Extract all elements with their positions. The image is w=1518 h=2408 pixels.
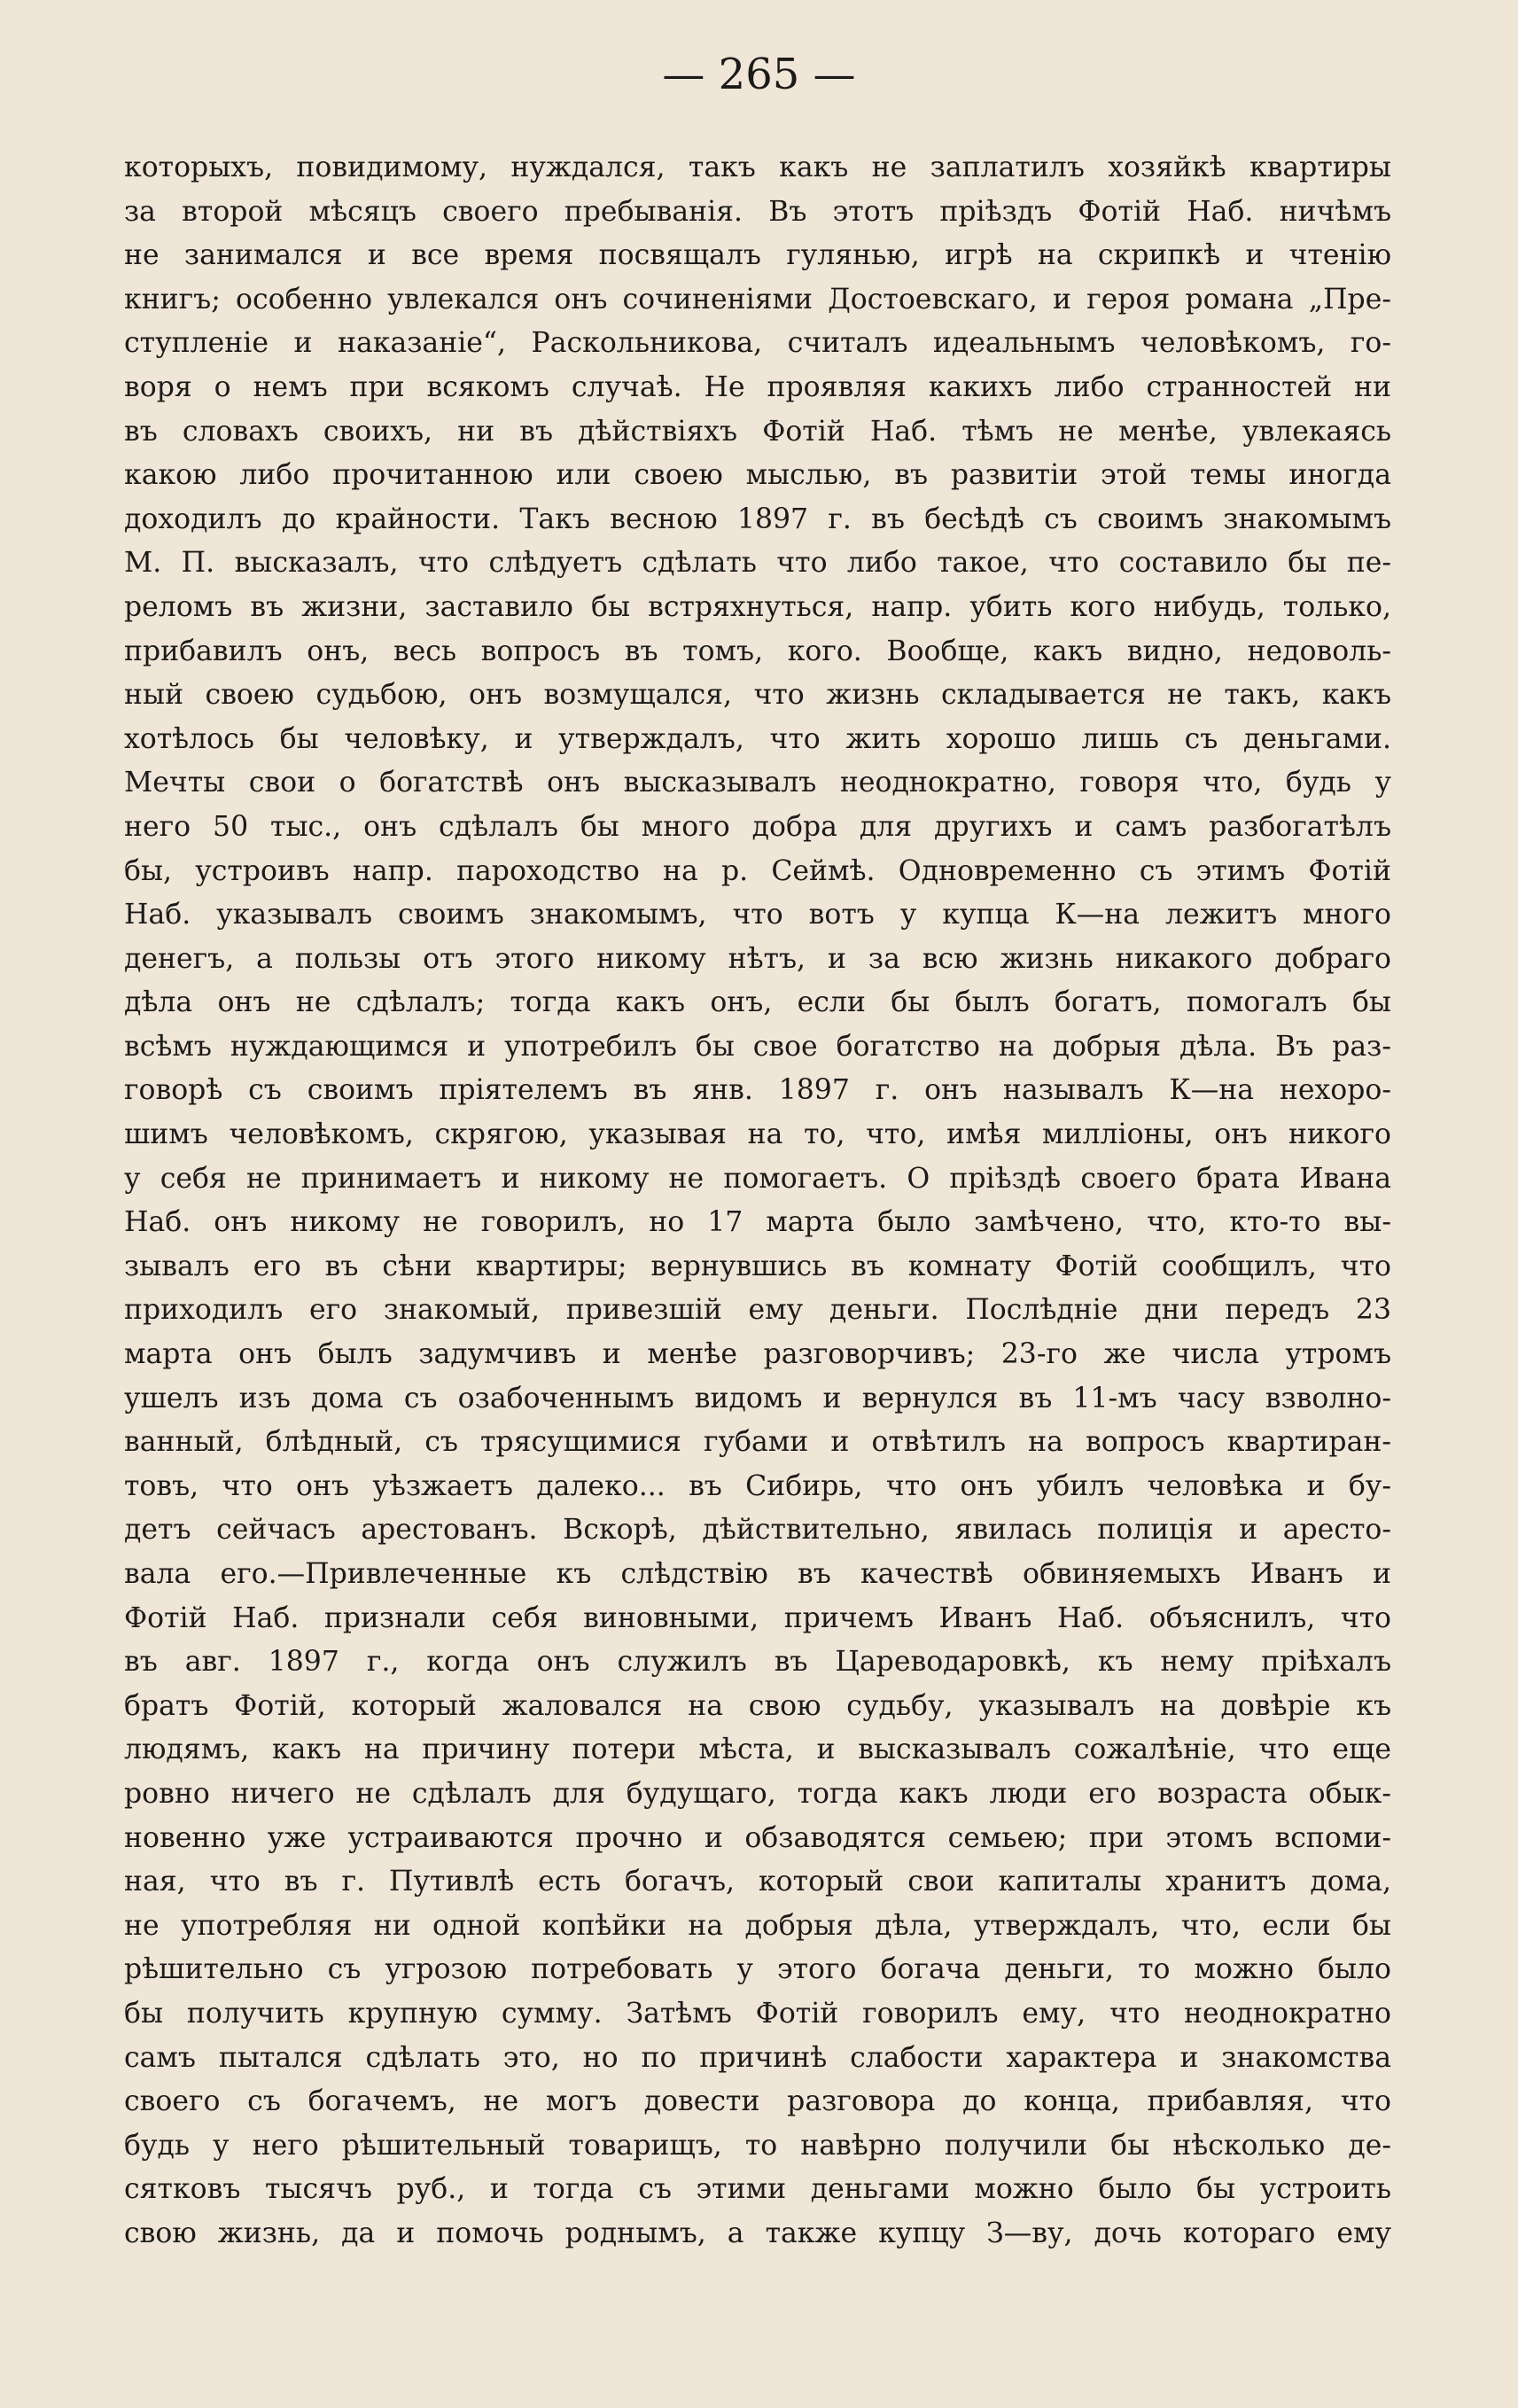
text-line: сятковъ тысячъ руб., и тогда съ этими деньгами можно было бы устроить [124,2173,1391,2206]
text-line: денегъ, а пользы отъ этого никому нѣтъ, и за всю жизнь никакого добраго [124,942,1391,975]
text-line: рѣшительно съ угрозою потребовать у этого богача деньги, то можно было [124,1953,1391,1986]
page-number: — 265 — [662,50,856,99]
text-line: М. П. высказалъ, что слѣдуетъ сдѣлать что либо такое, что составило бы пе- [124,547,1391,580]
text-line: за второй мѣсяцъ своего пребыванія. Въ этотъ пріѣздъ Фотій Наб. ничѣмъ [124,195,1391,228]
text-line: всѣмъ нуждающимся и употребилъ бы свое богатство на добрыя дѣла. Въ раз- [124,1030,1391,1063]
text-line: свою жизнь, да и помочь роднымъ, а также купцу З—ву, дочь котораго ему [124,2217,1391,2249]
text-line: въ словахъ своихъ, ни въ дѣйствіяхъ Фотій Наб. тѣмъ не менѣе, увлекаясь [124,415,1391,448]
text-line: Наб. онъ никому не говорилъ, но 17 марта было замѣчено, что, кто-то вы- [124,1206,1391,1239]
text-line: реломъ въ жизни, заставило бы встряхнуться, напр. убить кого нибудь, только, [124,590,1391,623]
text-line: своего съ богачемъ, не могъ довести разговора до конца, прибавляя, что [124,2085,1391,2118]
text-line: дѣла онъ не сдѣлалъ; тогда какъ онъ, если бы былъ богатъ, помогалъ бы [124,986,1391,1019]
text-line: приходилъ его знакомый, привезшій ему деньги. Послѣдніе дни передъ 23 [124,1294,1391,1327]
body-text [124,146,1391,2256]
text-line: воря о немъ при всякомъ случаѣ. Не проявляя какихъ либо странностей ни [124,370,1391,403]
text-line: шимъ человѣкомъ, скрягою, указывая на то, что, имѣя милліоны, онъ никого [124,1118,1391,1151]
text-line: ная, что въ г. Путивлѣ есть богачъ, который свои капиталы хранитъ дома, [124,1866,1391,1898]
text-line: книгъ; особенно увлекался онъ сочиненіями Достоевскаго, и героя романа „Пре- [124,283,1391,316]
text-line: доходилъ до крайности. Такъ весною 1897 г. въ бесѣдѣ съ своимъ знакомымъ [124,503,1391,535]
text-line: ровно ничего не сдѣлалъ для будущаго, тогда какъ люди его возраста обык- [124,1777,1391,1810]
text-line: товъ, что онъ уѣзжаетъ далеко... въ Сибирь, что онъ убилъ человѣка и бу- [124,1469,1391,1502]
text-line: бы, устроивъ напр. пароходство на р. Сеймѣ. Одновременно съ этимъ Фотій [124,854,1391,887]
text-line: Мечты свои о богатствѣ онъ высказывалъ неоднократно, говоря что, будь у [124,767,1391,799]
text-line: въ авг. 1897 г., когда онъ служилъ въ Царeводаровкѣ, къ нему пріѣхалъ [124,1646,1391,1679]
text-line: которыхъ, повидимому, нуждался, такъ какъ не заплатилъ хозяйкѣ квартиры [124,152,1391,183]
text-line: ванный, блѣдный, съ трясущимися губами и отвѣтилъ на вопросъ квартиран- [124,1426,1391,1459]
text-line: бы получить крупную сумму. Затѣмъ Фотій говорилъ ему, что неоднократно [124,1997,1391,2030]
text-line: не занимался и все время посвящалъ гулянью, игрѣ на скрипкѣ и чтенію [124,239,1391,272]
text-line: Наб. указывалъ своимъ знакомымъ, что вотъ у купца К—на лежитъ много [124,899,1391,931]
text-line: какою либо прочитанною или своею мыслью, въ развитіи этой темы иногда [124,459,1391,492]
text-line: ступленіе и наказаніе“, Раскольникова, считалъ идеальнымъ человѣкомъ, го- [124,327,1391,360]
text-line: хотѣлось бы человѣку, и утверждалъ, что жить хорошо лишь съ деньгами. [124,722,1391,755]
text-line: детъ сейчасъ арестованъ. Вскорѣ, дѣйствительно, явилась полиція и аресто- [124,1514,1391,1547]
text-line: ный своею судьбою, онъ возмущался, что жизнь складывается не такъ, какъ [124,679,1391,712]
text-line: зывалъ его въ сѣни квартиры; вернувшись въ комнату Фотій сообщилъ, что [124,1250,1391,1282]
text-line: него 50 тыс., онъ сдѣлалъ бы много добра для другихъ и самъ разбогатѣлъ [124,810,1391,843]
text-line: прибавилъ онъ, весь вопросъ въ томъ, кого. Вообще, какъ видно, недоволь- [124,635,1391,667]
text-line: не употребляя ни одной копѣйки на добрыя дѣла, утверждалъ, что, если бы [124,1909,1391,1942]
text-line: людямъ, какъ на причину потери мѣста, и высказывалъ сожалѣніе, что еще [124,1734,1391,1766]
text-line: Фотій Наб. признали себя виновными, причемъ Иванъ Наб. объяснилъ, что [124,1601,1391,1634]
text-line: ушелъ изъ дома съ озабоченнымъ видомъ и вернулся въ 11-мъ часу взволно- [124,1382,1391,1414]
text-line: марта онъ былъ задумчивъ и менѣе разговорчивъ; 23-го же числа утромъ [124,1338,1391,1371]
text-line: вала его.—Привлеченные къ слѣдствію въ качествѣ обвиняемыхъ Иванъ и [124,1558,1391,1590]
text-line: говорѣ съ своимъ пріятелемъ въ янв. 1897 г. онъ называлъ К—на нехоро- [124,1074,1391,1107]
text-line: будь у него рѣшительный товарищъ, то навѣрно получили бы нѣсколько де- [124,2129,1391,2162]
text-line: у себя не принимаетъ и никому не помогаетъ. О пріѣздѣ своего брата Ивана [124,1162,1391,1195]
text-line: новенно уже устраиваются прочно и обзаводятся семьею; при этомъ вспоми- [124,1821,1391,1854]
text-line: самъ пытался сдѣлать это, но по причинѣ слабости характера и знакомства [124,2041,1391,2074]
text-line: братъ Фотій, который жаловался на свою судьбу, указывалъ на довѣріе къ [124,1689,1391,1722]
